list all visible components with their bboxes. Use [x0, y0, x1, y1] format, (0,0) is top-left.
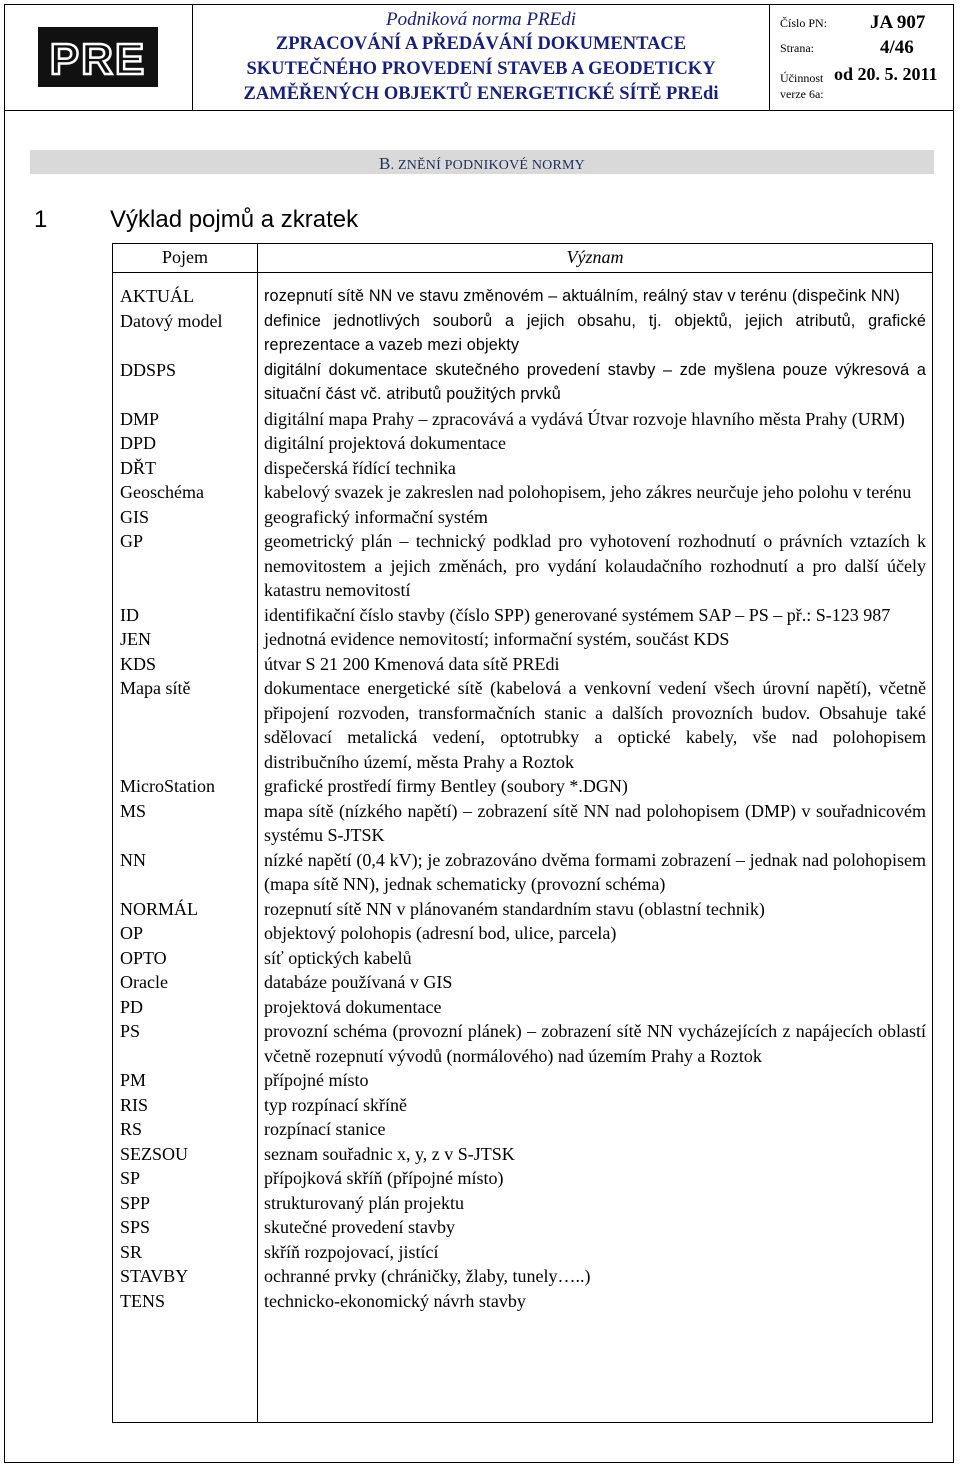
- term-cell: MS: [120, 800, 147, 821]
- term-cell: STAVBY: [120, 1266, 189, 1286]
- table-row: [113, 603, 932, 628]
- table-row: [113, 1191, 932, 1216]
- term-cell: Geoschéma: [120, 482, 204, 502]
- definition-cell: rozepnutí sítě NN ve stavu změnovém – aktuálním, reálný stav v terénu (dispečink NN): [264, 287, 901, 305]
- definition-cell: skříň rozpojovací, jistící: [264, 1241, 439, 1262]
- table-row: [113, 529, 932, 603]
- term-cell: NORMÁL: [120, 898, 199, 919]
- definition-cell: útvar S 21 200 Kmenová data sítě PREdi: [264, 653, 560, 674]
- ucinnost-value: od 20. 5. 2011: [834, 64, 938, 84]
- definition-cell: kabelový svazek je zakreslen nad polohopisem, jeho zákres neurčuje jeho polohu v terénu: [264, 482, 912, 502]
- definition-cell: rozepnutí sítě NN v plánovaném standardním stavu (oblastní technik): [264, 898, 765, 919]
- definition-cell: grafické prostředí firmy Bentley (soubory *.DGN): [264, 776, 628, 796]
- definition-cell: jednotná evidence nemovitostí; informační systém, součást KDS: [264, 629, 730, 649]
- table-row: [113, 774, 932, 799]
- table-row: [113, 676, 932, 774]
- table-row: [113, 1166, 932, 1191]
- section-title: [30, 154, 934, 174]
- column-header-term: Pojem: [161, 247, 208, 267]
- definition-cell: technicko-ekonomický návrh stavby: [264, 1290, 526, 1311]
- table-row: [113, 1093, 932, 1118]
- section-bar: [30, 150, 934, 174]
- definition-cell: definice jednotlivých souborů a jejich obsahu, tj. objektů, jejich atributů, grafické reprezentace a vazeb mezi objekty: [264, 311, 926, 354]
- definition-cell: skutečné provedení stavby: [264, 1217, 455, 1237]
- header-divider: [113, 272, 932, 273]
- definition-cell: síť optických kabelů: [264, 947, 412, 968]
- table-row: [113, 799, 932, 848]
- heading-number: 1: [34, 206, 48, 233]
- definition-cell: geometrický plán – technický podklad pro vyhotovení rozhodnutí o právních vztazích k nemovitostem a jejich změnách, pro vydání kolaudačního rozhodnutí a pro další účely katastru nemovitostí: [264, 531, 926, 600]
- definition-cell: digitální dokumentace skutečného provedení stavby – zde myšlena pouze výkresová a situační část vč. atributů použitých prvků: [264, 360, 926, 403]
- term-cell: NN: [120, 849, 146, 870]
- norm-label: Podniková norma PREdi: [386, 9, 576, 30]
- table-row: [113, 897, 932, 922]
- title-cell: [193, 4, 770, 110]
- definition-cell: strukturovaný plán projektu: [264, 1192, 464, 1213]
- term-cell: PD: [120, 996, 144, 1017]
- table-row: [113, 946, 932, 971]
- term-cell: Oracle: [120, 972, 168, 992]
- term-cell: DMP: [120, 408, 160, 429]
- definition-cell: nízké napětí (0,4 kV); je zobrazováno dvěma formami zobrazení – jednak nad polohopisem (mapa sítě NN), jednak schematicky (provozní schéma): [264, 849, 926, 894]
- glossary-table: [112, 243, 933, 1423]
- table-row: [113, 652, 932, 677]
- definition-cell: rozpínací stanice: [264, 1119, 386, 1139]
- definition-cell: projektová dokumentace: [264, 996, 442, 1017]
- strana-label: Strana:: [780, 41, 814, 55]
- term-cell: SP: [120, 1168, 141, 1188]
- definition-cell: seznam souřadnic x, y, z v S-JTSK: [264, 1143, 515, 1164]
- term-cell: MicroStation: [120, 776, 215, 796]
- meta-cell: [770, 4, 953, 110]
- term-cell: DDSPS: [120, 359, 177, 380]
- glossary-rows: [113, 284, 932, 1313]
- cislo-value: JA 907: [870, 12, 926, 33]
- logo-cell: [4, 4, 193, 110]
- heading: [34, 206, 358, 234]
- definition-cell: digitální mapa Prahy – zpracovává a vydává Útvar rozvoje hlavního města Prahy (URM): [264, 408, 905, 429]
- table-row: [113, 456, 932, 481]
- definition-cell: databáze používaná v GIS: [264, 972, 453, 992]
- ucinnost-label: Účinnost: [780, 71, 824, 85]
- definition-cell: přípojková skříň (přípojné místo): [264, 1168, 504, 1188]
- verze-label: verze 6a:: [780, 87, 824, 101]
- table-row: [113, 1215, 932, 1240]
- term-cell: AKTUÁL: [120, 286, 194, 306]
- table-row: [113, 480, 932, 505]
- definition-cell: přípojné místo: [264, 1070, 369, 1090]
- table-row: [113, 309, 932, 358]
- title-line-2: SKUTEČNÉHO PROVEDENÍ STAVEB A GEODETICKY: [246, 59, 716, 79]
- term-cell: GIS: [120, 506, 150, 527]
- section-rest: . ZNĚNÍ PODNIKOVÉ NORMY: [390, 158, 585, 173]
- table-row: [113, 921, 932, 946]
- table-row: [113, 505, 932, 530]
- definition-cell: ochranné prvky (chráničky, žlaby, tunely…..): [264, 1266, 591, 1286]
- term-cell: JEN: [120, 629, 151, 649]
- table-row: [113, 1240, 932, 1265]
- table-row: [113, 1068, 932, 1093]
- definition-cell: geografický informační systém: [264, 506, 488, 527]
- term-cell: OPTO: [120, 947, 167, 968]
- term-cell: RIS: [120, 1094, 149, 1115]
- table-row: [113, 970, 932, 995]
- table-row: [113, 1117, 932, 1142]
- table-row: [113, 1289, 932, 1314]
- definition-cell: typ rozpínací skříně: [264, 1094, 407, 1115]
- term-cell: OP: [120, 923, 144, 943]
- table-row: [113, 848, 932, 897]
- definition-cell: identifikační číslo stavby (číslo SPP) generované systémem SAP – PS – př.: S-123 987: [264, 604, 891, 625]
- term-cell: TENS: [120, 1290, 165, 1311]
- table-row: [113, 627, 932, 652]
- term-cell: Datový model: [120, 310, 223, 331]
- term-cell: SR: [120, 1241, 143, 1262]
- term-cell: DŘT: [120, 457, 156, 478]
- definition-cell: mapa sítě (nízkého napětí) – zobrazení sítě NN nad polohopisem (DMP) v souřadnicovém systému S-JTSK: [264, 800, 926, 845]
- table-row: [113, 358, 932, 407]
- section-letter: B: [379, 154, 391, 173]
- term-cell: KDS: [120, 653, 157, 674]
- term-cell: SPP: [120, 1192, 151, 1213]
- title-line-1: ZPRACOVÁNÍ A PŘEDÁVÁNÍ DOKUMENTACE: [275, 34, 687, 54]
- term-cell: PS: [120, 1021, 141, 1041]
- definition-cell: objektový polohopis (adresní bod, ulice, parcela): [264, 923, 617, 943]
- table-row: [113, 995, 932, 1020]
- term-cell: SPS: [120, 1217, 151, 1237]
- table-row: [113, 1264, 932, 1289]
- logo-text: PRE: [49, 35, 147, 84]
- table-row: [113, 407, 932, 432]
- table-row: [113, 1142, 932, 1167]
- column-header-meaning: Význam: [566, 247, 624, 267]
- definition-cell: dispečerská řídící technika: [264, 457, 456, 478]
- definition-cell: digitální projektová dokumentace: [264, 433, 506, 453]
- term-cell: SEZSOU: [120, 1143, 189, 1164]
- term-cell: RS: [120, 1119, 143, 1139]
- table-row: [113, 431, 932, 456]
- term-cell: Mapa sítě: [120, 678, 191, 698]
- term-cell: GP: [120, 531, 144, 551]
- heading-text: Výklad pojmů a zkratek: [110, 206, 359, 233]
- term-cell: PM: [120, 1070, 147, 1090]
- term-cell: ID: [120, 604, 139, 625]
- title-line-3: ZAMĚŘENÝCH OBJEKTŮ ENERGETICKÉ SÍTĚ PREdi: [243, 84, 719, 104]
- table-row: [113, 1019, 932, 1068]
- term-cell: DPD: [120, 433, 157, 453]
- definition-cell: dokumentace energetické sítě (kabelová a venkovní vedení všech úrovní napětí), včetně připojení rozvoden, transformačních stanic a dalších provozních budov. Obsahuje také sdělovací metalická vedení, optotrubky a optické kabely, vše nad polohopisem distribučního území, města Prahy a Roztok: [264, 678, 926, 772]
- pre-logo: [38, 27, 158, 87]
- cislo-label: Číslo PN:: [780, 16, 828, 30]
- definition-cell: provozní schéma (provozní plánek) – zobrazení sítě NN vycházejících z napájecích oblastí včetně rozepnutí vývodů (normálového) nad územím Prahy a Roztok: [264, 1021, 926, 1066]
- document-header: [4, 4, 954, 111]
- strana-value: 4/46: [880, 37, 914, 58]
- table-row: [113, 284, 932, 309]
